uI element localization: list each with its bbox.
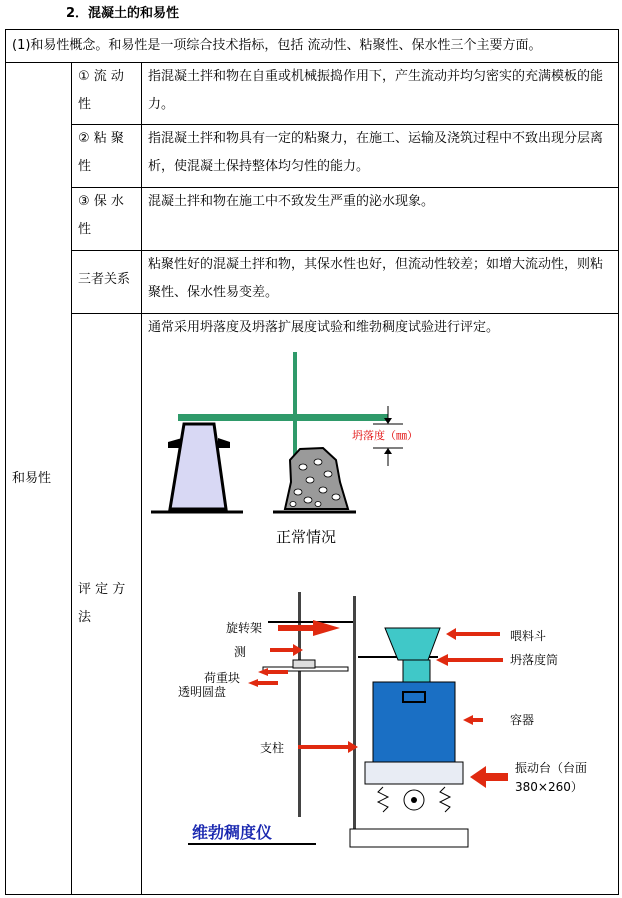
slump-rod	[293, 352, 297, 464]
row-text-fluidity: 指混凝土拌和物在自重或机械振捣作用下，产生流动并均匀密实的充满模板的能力。	[142, 63, 619, 125]
workability-table	[5, 29, 619, 895]
slump-cone-empty	[170, 424, 226, 509]
label-disc: 透明圆盘	[178, 685, 227, 699]
section-heading: 2．混凝土的和易性	[66, 6, 180, 21]
slump-test-figure	[151, 352, 418, 546]
vebe-hopper	[385, 628, 440, 660]
row-label-relationship: 三者关系	[72, 251, 142, 314]
intro-cell: (1)和易性概念。和易性是一项综合技术指标，包括 流动性、粘聚性、保水性三个主要方面。	[6, 30, 619, 63]
vebe-vessel	[373, 682, 455, 762]
label-table-size: 380×260）	[515, 780, 583, 794]
label-rotating-frame: 旋转架	[226, 621, 263, 635]
label-cone: 坍落度筒	[510, 653, 559, 667]
row-label-water-retention: ③ 保 水 性	[72, 188, 142, 251]
category-cell: 和易性	[6, 63, 72, 895]
slump-arm	[178, 414, 388, 421]
test-illustrations	[148, 342, 622, 894]
label-weight: 荷重块	[204, 671, 241, 685]
normal-caption: 正常情况	[276, 528, 337, 546]
label-rod: 测	[234, 645, 247, 659]
row-label-fluidity: ① 流 动 性	[72, 63, 142, 125]
method-cell	[142, 314, 619, 895]
method-label: 评 定 方 法	[78, 582, 126, 625]
label-hopper: 喂料斗	[510, 629, 547, 643]
vebe-title: 维勃稠度仪	[192, 823, 273, 842]
row-label-cohesion: ② 粘 聚 性	[72, 125, 142, 188]
row-text-relationship: 粘聚性好的混凝土拌和物，其保水性也好，但流动性较差；如增大流动性，则粘聚性、保水性易变差。	[142, 251, 619, 314]
label-container: 容器	[510, 713, 535, 727]
vebe-figure	[178, 592, 587, 847]
row-text-water-retention: 混凝土拌和物在施工中不致发生严重的泌水现象。	[142, 188, 619, 251]
label-column: 支柱	[260, 741, 285, 755]
row-label-method	[72, 314, 142, 895]
row-text-cohesion: 指混凝土拌和物具有一定的粘聚力，在施工、运输及浇筑过程中不致出现分层离析，使混凝土保持整体均匀性的能力。	[142, 125, 619, 188]
slump-label: 坍落度（㎜）	[352, 429, 418, 442]
method-text: 通常采用坍落度及坍落扩展度试验和维勃稠度试验进行评定。	[148, 320, 500, 335]
label-vibrating-table: 振动台（台面	[515, 761, 588, 775]
